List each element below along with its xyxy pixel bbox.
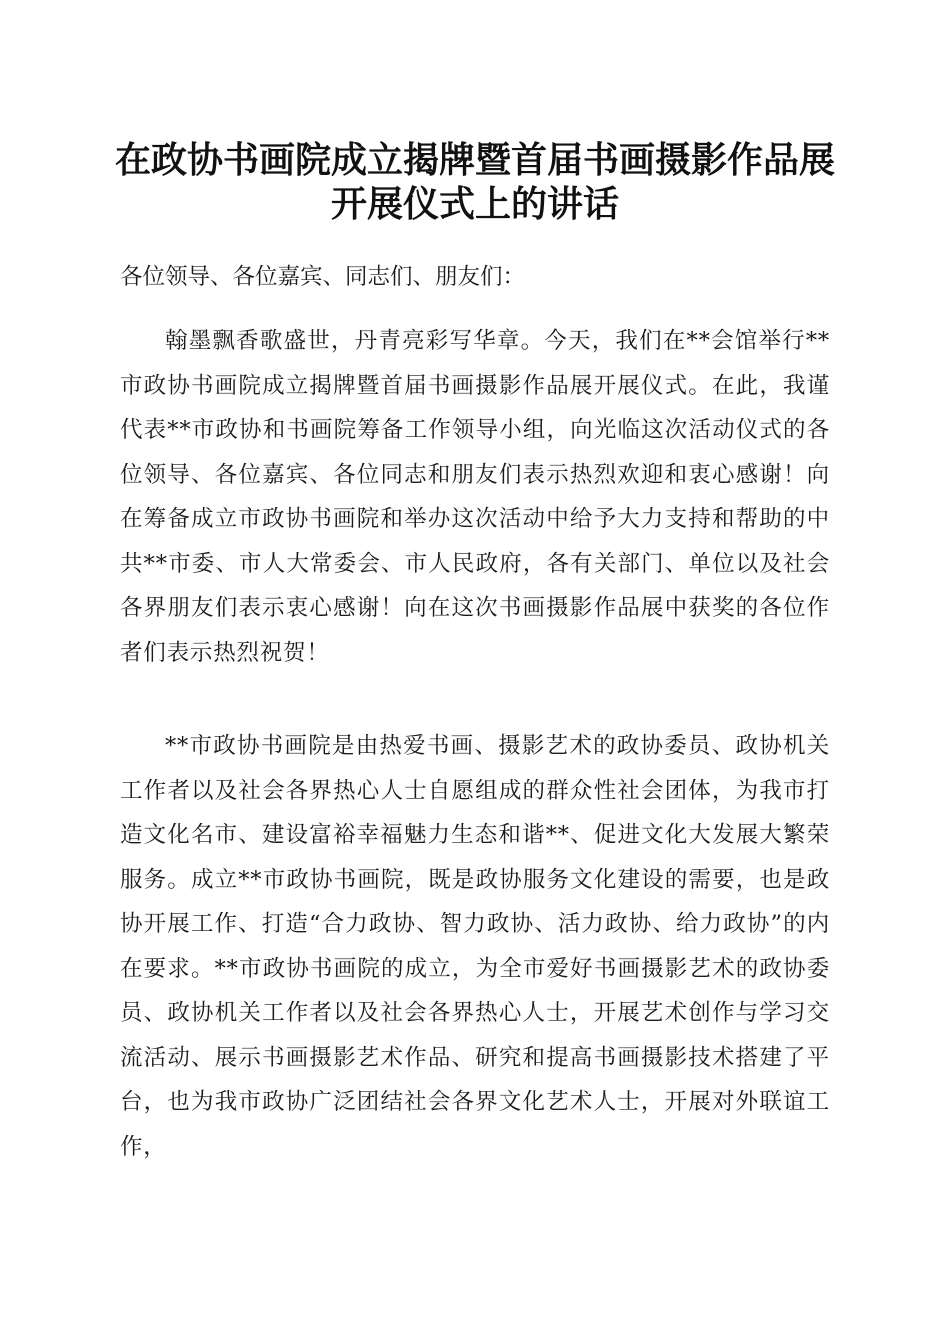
salutation: 各位领导、各位嘉宾、同志们、朋友们： <box>120 264 526 290</box>
paragraph-1: 翰墨飘香歌盛世，丹青亮彩写华章。今天，我们在**会馆举行**市政协书画院成立揭牌暨首届书画摄影作品展开展仪式。在此，我谨代表**市政协和书画院筹备工作领导小组，向光临这次活动仪式的各位领导、各位嘉宾、各位同志和朋友们表示热烈欢迎和衷心感谢！向在筹备成立市政协书画院和举办这次活动中给予大力支持和帮助的中共**市委、市人大常委会、市人民政府，各有关部门、单位以及社会各界朋友们表示衷心感谢！向在这次书画摄影作品展中获奖的各位作者们表示热烈祝贺！ <box>120 328 830 666</box>
paragraph-2: **市政协书画院是由热爱书画、摄影艺术的政协委员、政协机关工作者以及社会各界热心人士自愿组成的群众性社会团体，为我市打造文化名市、建设富裕幸福魅力生态和谐**、促进文化大发展大繁荣服务。成立**市政协书画院，既是政协服务文化建设的需要，也是政协开展工作、打造“合力政协、智力政协、活力政协、给力政协”的内在要求。**市政协书画院的成立，为全市爱好书画摄影艺术的政协委员、政协机关工作者以及社会各界热心人士，开展艺术创作与学习交流活动、展示书画摄影艺术作品、研究和提高书画摄影技术搭建了平台，也为我市政协广泛团结社会各界文化艺术人士，开展对外联谊工作， <box>120 733 830 1160</box>
document-title-line-2: 开展仪式上的讲话 <box>330 183 619 225</box>
document-title-line-1: 在政协书画院成立揭牌暨首届书画摄影作品展 <box>114 139 835 181</box>
